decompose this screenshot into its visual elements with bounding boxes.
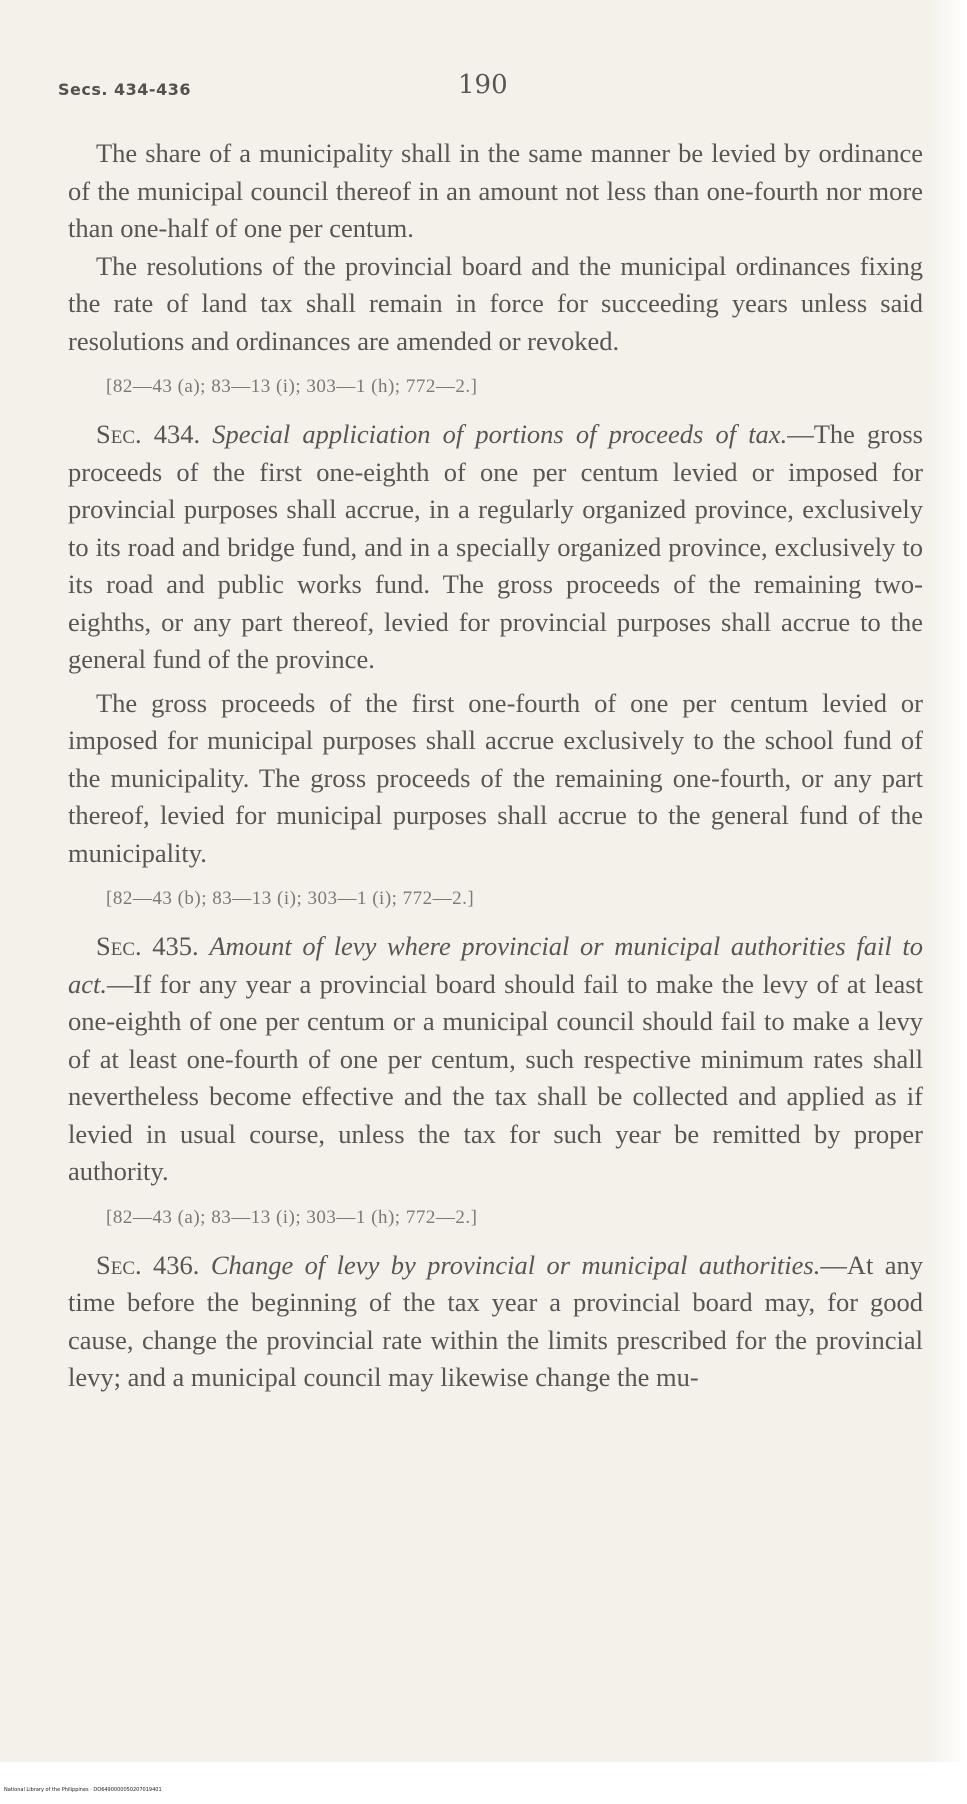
footer-band: [0, 1762, 967, 1804]
footer-watermark: National Library of the Philippines · DO6490000050207019401: [4, 1787, 162, 1793]
section-435-text: —If for any year a provincial board should fail to make the levy of at least one-eighth of one per centum or a municipal council should fail to make a levy of at least one-fourth of one per centum, such respective minimum rates shall nevertheless become effective and the tax shall be collected and applied as if levied in usual course, unless the tax for such year be remitted by proper authority.: [68, 968, 923, 1186]
section-436-text: —At any time before the beginning of the tax year a provincial board may, for good cause, change the provincial rate within the limits prescribed for the provincial levy; and a municipal council may likewise change the mu-: [68, 1249, 923, 1392]
section-436: [68, 1247, 923, 1397]
page-edge-shade: [927, 0, 967, 1804]
section-435-label: Sec. 435.: [96, 931, 199, 961]
section-436-label: Sec. 436.: [96, 1249, 200, 1280]
citation-3: [82—43 (a); 83—13 (i); 303—1 (h); 772—2.]: [106, 1206, 478, 1228]
section-434: [68, 416, 923, 679]
paragraph-resolutions: The resolutions of the provincial board and the municipal ordinances fixing the rate of land tax shall remain in force for succeeding years unless said resolutions and ordinances are amended or revoked.: [68, 250, 923, 356]
section-range: Secs. 434-436: [58, 80, 191, 99]
section-434-title: Special appliciation of portions of proceeds of tax.: [212, 419, 788, 449]
page-body: [68, 135, 923, 1397]
section-435: [68, 928, 923, 1191]
page-header: [58, 70, 918, 110]
page-number: 190: [458, 70, 508, 100]
citation-1: [82—43 (a); 83—13 (i); 303—1 (h); 772—2.]: [106, 376, 478, 397]
paragraph-municipality-share: The share of a municipality shall in the same manner be levied by ordinance of the municipal council thereof in an amount not less than one-fourth nor more than one-half of one per centum.: [68, 138, 923, 243]
paragraph-municipal-proceeds: The gross proceeds of the first one-fourth of one per centum levied or imposed for municipal purposes shall accrue exclusively to the school fund of the municipality. The gross proceeds of the remaining one-fourth, or any part thereof, levied for municipal purposes shall accrue to the general fund of the municipality.: [68, 687, 923, 868]
citation-2: [82—43 (b); 83—13 (i); 303—1 (i); 772—2.]: [106, 888, 475, 909]
section-434-label: Sec. 434.: [96, 419, 201, 449]
section-436-title: Change of levy by provincial or municipal authorities.: [210, 1249, 821, 1280]
section-435-title: Amount of levy where provincial or municipal authorities fail to act.: [68, 931, 923, 999]
section-434-text: —The gross proceeds of the first one-eighth of one per centum levied or imposed for provincial purposes shall accrue, in a regularly organized province, exclusively to its road and bridge fund, and in a specially organized province, exclusively to its road and public works fund. The gross proceeds of the remaining two-eighths, or any part thereof, levied for provincial purposes shall accrue to the general fund of the province.: [68, 419, 923, 674]
